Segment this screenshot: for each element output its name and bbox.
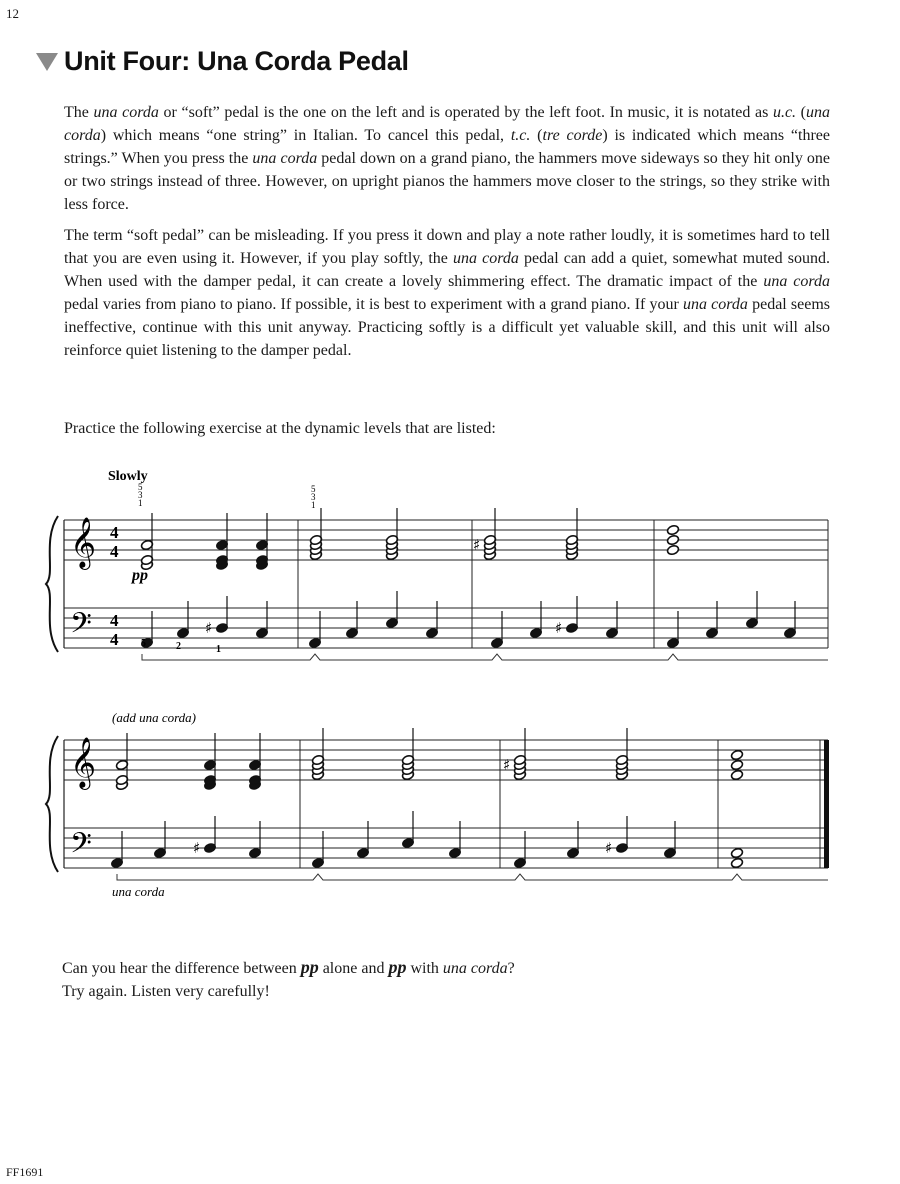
notehead (730, 759, 743, 770)
pedal-line (142, 654, 828, 660)
music-system-1 (0, 460, 900, 680)
italic-term: una corda (252, 150, 318, 167)
closing-text (62, 956, 515, 1003)
page-number: 12 (6, 6, 19, 21)
notehead (730, 769, 743, 780)
sharp-icon: ♯ (503, 756, 511, 774)
closing-una-corda: una corda (442, 960, 508, 977)
triangle-bullet-icon (36, 53, 58, 71)
bass-clef-icon: 𝄢 (70, 827, 92, 867)
time-signature-bottom: 4 (110, 542, 119, 561)
time-signature-top: 4 (110, 523, 119, 542)
notehead (730, 749, 743, 760)
italic-term: u.c. (772, 104, 797, 121)
music-system-2 (0, 700, 900, 910)
sharp-icon: ♯ (555, 619, 563, 637)
closing-line-1-a: Can you hear the difference between (62, 960, 301, 977)
text-run: The term “soft pedal” can be misleading. If you press it down and play a note rather loudly, it is sometimes hard to tell that you are even using it. However, if you play softly, the (64, 227, 830, 267)
text-run: ) is indicated which means “three strings.” When you press the (64, 127, 830, 167)
notehead (666, 524, 679, 535)
italic-term: una corda (683, 296, 748, 313)
fingering-number: 1 (138, 498, 143, 508)
dynamic-pp-2: pp (388, 957, 407, 977)
text-run: pedal seems ineffective, continue with this unit anyway. Practicing softly is a difficult yet valuable skill, and this unit will also reinforce quiet listening to the damper pedal. (64, 296, 831, 359)
brace-icon (46, 516, 58, 652)
closing-line-1 (62, 956, 515, 980)
fingering-number: 5 (141, 638, 146, 649)
italic-term: tre corde (542, 127, 603, 144)
italic-term: una corda (93, 104, 159, 121)
unit-header (36, 46, 409, 77)
italic-term: una corda (763, 273, 831, 290)
closing-line-1-e: ? (507, 960, 515, 977)
paragraph-intro-text (64, 101, 830, 216)
italic-term: una corda (453, 250, 519, 267)
dynamic-marking: pp (132, 567, 148, 584)
practice-instruction: Practice the following exercise at the dynamic levels that are listed: (64, 420, 496, 437)
time-signature-top: 4 (110, 611, 119, 630)
italic-term: una corda (64, 104, 831, 144)
closing-line-1-b: alone and (318, 960, 389, 977)
text-run: pedal can add a quiet, somewhat muted sound. When used with the damper pedal, it can create a lovely shimmering effect. The dramatic impact of the (64, 250, 831, 290)
pedal-line (117, 874, 828, 880)
paragraph-intro (64, 101, 830, 216)
sharp-icon: ♯ (605, 839, 613, 857)
sharp-icon: ♯ (205, 619, 213, 637)
paragraph-soft-pedal-text (64, 224, 830, 362)
fingering-number: 3 (311, 492, 316, 502)
fingering-number: 5 (311, 484, 316, 494)
text-run: ( (796, 104, 807, 121)
notehead (666, 544, 679, 555)
fingering-number: 1 (311, 500, 316, 510)
tempo-marking: Slowly (108, 469, 148, 484)
closing-line-1-c: with (406, 960, 443, 977)
text-run: The (64, 104, 94, 121)
footer-code: FF1691 (6, 1165, 44, 1179)
fingering-number: 3 (138, 490, 143, 500)
treble-clef-icon: 𝄞 (70, 517, 97, 568)
una-corda-instruction: (add una corda) (112, 710, 197, 725)
notehead (730, 847, 743, 858)
bass-clef-icon: 𝄢 (70, 607, 92, 647)
dynamic-pp-1: pp (300, 957, 319, 977)
final-barline-thick (824, 740, 829, 868)
italic-term: t.c. (510, 127, 531, 144)
brace-icon (46, 736, 58, 872)
fingering-number: 2 (176, 641, 181, 652)
text-run: pedal varies from piano to piano. If possible, it is best to experiment with a grand piano. If your (64, 296, 684, 313)
fingering-number: 1 (216, 644, 221, 655)
treble-clef-icon: 𝄞 (70, 737, 97, 788)
fingering-number: 5 (138, 482, 143, 492)
text-run: or “soft” pedal is the one on the left and is operated by the left foot. In music, it is notated as (158, 104, 773, 121)
paragraph-soft-pedal (64, 224, 830, 362)
una-corda-pedal-marking: una corda (112, 884, 165, 899)
closing-line-2: Try again. Listen very carefully! (62, 983, 270, 1000)
text-run: ) which means “one string” in Italian. To cancel this pedal, (100, 127, 511, 144)
time-signature-bottom: 4 (110, 630, 119, 649)
page-title: Unit Four: Una Corda Pedal (64, 46, 409, 76)
sharp-icon: ♯ (193, 839, 201, 857)
notehead (666, 534, 679, 545)
sharp-icon: ♯ (473, 536, 481, 554)
text-run: pedal down on a grand piano, the hammers move sideways so they hit only one or two strings instead of three. However, on upright pianos the hammers move closer to the strings, so they strike with less force. (64, 150, 831, 213)
notehead (730, 857, 743, 868)
text-run: ( (530, 127, 543, 144)
